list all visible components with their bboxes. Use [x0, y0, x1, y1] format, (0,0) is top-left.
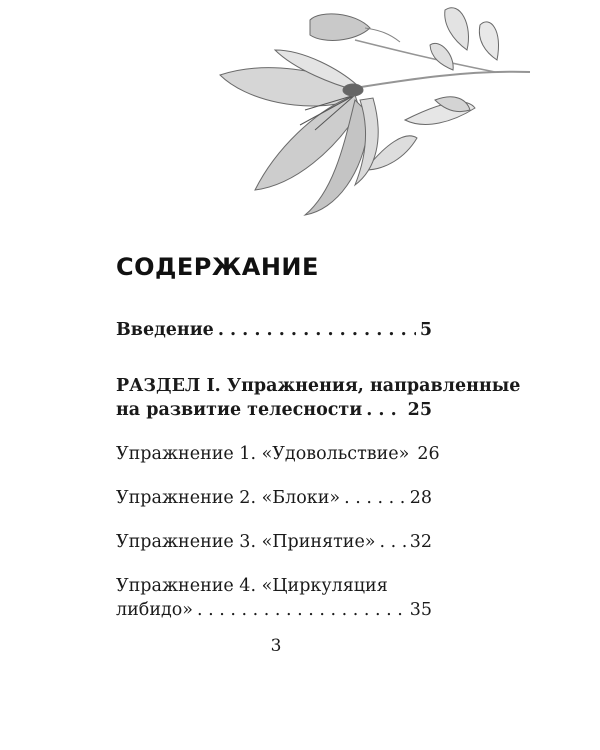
- toc-entry-page: 32: [409, 532, 432, 552]
- toc-entry-exercise-4[interactable]: [116, 574, 432, 622]
- toc-entry-title-line1: РАЗДЕЛ I. Упражнения, направленные: [116, 376, 521, 396]
- toc-entry-title: Введение: [116, 320, 214, 340]
- toc-heading: СОДЕРЖАНИЕ: [116, 253, 319, 281]
- toc-entry-title-line1: Упражнение 4. «Циркуляция: [116, 576, 388, 596]
- toc-entry-exercise-3[interactable]: [116, 530, 432, 554]
- toc-entry-title: Упражнение 3. «Принятие»: [116, 532, 376, 552]
- toc-entry-page: 5: [419, 320, 432, 340]
- toc-entry-exercise-2[interactable]: [116, 486, 432, 510]
- toc-entry-page: 28: [409, 488, 432, 508]
- flower-illustration-icon: [205, 0, 535, 232]
- toc-entry-title-line2: на развитие телесности: [116, 400, 363, 420]
- toc-entry-page: 35: [409, 600, 432, 620]
- toc-entry-title: Упражнение 2. «Блоки»: [116, 488, 341, 508]
- toc-entry-title-line2: либидо»: [116, 600, 193, 620]
- page-number: 3: [270, 636, 282, 656]
- toc-entry-page: 25: [407, 400, 432, 420]
- toc-entry-title: Упражнение 1. «Удовольствие»: [116, 444, 410, 464]
- toc-entry-page: 26: [417, 444, 440, 464]
- toc-entry-section-1[interactable]: [116, 374, 521, 422]
- toc-entry-exercise-1[interactable]: [116, 442, 440, 466]
- table-of-contents: [116, 318, 521, 622]
- toc-entry-intro[interactable]: [116, 318, 432, 342]
